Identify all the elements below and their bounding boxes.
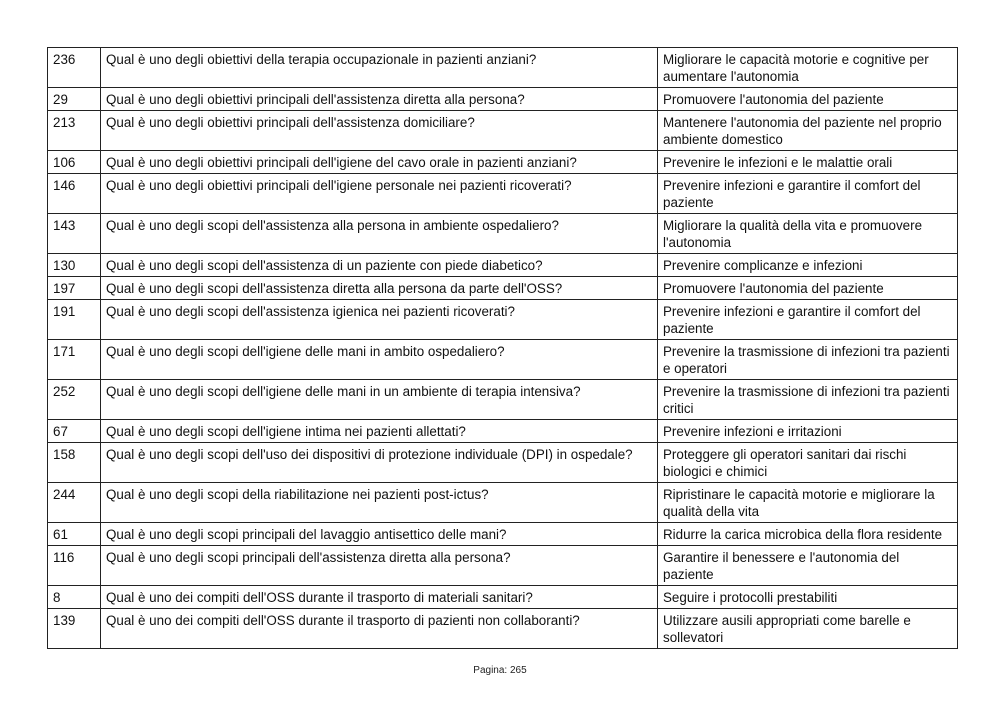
table-row bbox=[48, 151, 958, 174]
answer-text: Prevenire la trasmissione di infezioni tra pazienti critici bbox=[658, 380, 958, 420]
question-text: Qual è uno degli scopi dell'assistenza alla persona in ambiente ospedaliero? bbox=[101, 214, 658, 254]
question-text: Qual è uno degli scopi dell'igiene delle mani in un ambiente di terapia intensiva? bbox=[101, 380, 658, 420]
table-row bbox=[48, 111, 958, 151]
answer-text: Prevenire le infezioni e le malattie orali bbox=[658, 151, 958, 174]
question-text: Qual è uno dei compiti dell'OSS durante il trasporto di pazienti non collaboranti? bbox=[101, 609, 658, 649]
question-number: 106 bbox=[48, 151, 101, 174]
answer-text: Ridurre la carica microbica della flora residente bbox=[658, 523, 958, 546]
answer-text: Utilizzare ausili appropriati come barelle e sollevatori bbox=[658, 609, 958, 649]
question-answer-table bbox=[47, 47, 958, 649]
table-row bbox=[48, 174, 958, 214]
question-number: 61 bbox=[48, 523, 101, 546]
question-number: 197 bbox=[48, 277, 101, 300]
table-row bbox=[48, 300, 958, 340]
table-row bbox=[48, 609, 958, 649]
page-footer: Pagina: 265 bbox=[473, 665, 527, 676]
question-text: Qual è uno degli scopi principali dell'assistenza diretta alla persona? bbox=[101, 546, 658, 586]
question-number: 213 bbox=[48, 111, 101, 151]
question-text: Qual è uno degli scopi principali del lavaggio antisettico delle mani? bbox=[101, 523, 658, 546]
answer-text: Proteggere gli operatori sanitari dai rischi biologici e chimici bbox=[658, 443, 958, 483]
question-text: Qual è uno degli scopi dell'assistenza diretta alla persona da parte dell'OSS? bbox=[101, 277, 658, 300]
answer-text: Ripristinare le capacità motorie e migliorare la qualità della vita bbox=[658, 483, 958, 523]
answer-text: Prevenire infezioni e irritazioni bbox=[658, 420, 958, 443]
question-number: 29 bbox=[48, 88, 101, 111]
question-text: Qual è uno degli obiettivi principali dell'assistenza domiciliare? bbox=[101, 111, 658, 151]
table-row bbox=[48, 48, 958, 88]
question-text: Qual è uno degli scopi dell'assistenza igienica nei pazienti ricoverati? bbox=[101, 300, 658, 340]
answer-text: Mantenere l'autonomia del paziente nel proprio ambiente domestico bbox=[658, 111, 958, 151]
table-row bbox=[48, 586, 958, 609]
table-row bbox=[48, 88, 958, 111]
question-number: 191 bbox=[48, 300, 101, 340]
table-row bbox=[48, 277, 958, 300]
table-row bbox=[48, 340, 958, 380]
answer-text: Migliorare le capacità motorie e cognitive per aumentare l'autonomia bbox=[658, 48, 958, 88]
question-number: 252 bbox=[48, 380, 101, 420]
table-row bbox=[48, 214, 958, 254]
question-text: Qual è uno degli scopi della riabilitazione nei pazienti post-ictus? bbox=[101, 483, 658, 523]
question-number: 236 bbox=[48, 48, 101, 88]
question-text: Qual è uno degli obiettivi della terapia occupazionale in pazienti anziani? bbox=[101, 48, 658, 88]
question-number: 158 bbox=[48, 443, 101, 483]
table-row bbox=[48, 420, 958, 443]
question-number: 143 bbox=[48, 214, 101, 254]
answer-text: Garantire il benessere e l'autonomia del paziente bbox=[658, 546, 958, 586]
question-text: Qual è uno degli obiettivi principali dell'igiene personale nei pazienti ricoverati? bbox=[101, 174, 658, 214]
question-text: Qual è uno degli scopi dell'assistenza di un paziente con piede diabetico? bbox=[101, 254, 658, 277]
question-text: Qual è uno degli scopi dell'igiene intima nei pazienti allettati? bbox=[101, 420, 658, 443]
answer-text: Prevenire la trasmissione di infezioni tra pazienti e operatori bbox=[658, 340, 958, 380]
table-row bbox=[48, 483, 958, 523]
question-number: 130 bbox=[48, 254, 101, 277]
table-row bbox=[48, 546, 958, 586]
question-number: 8 bbox=[48, 586, 101, 609]
answer-text: Promuovere l'autonomia del paziente bbox=[658, 88, 958, 111]
question-number: 171 bbox=[48, 340, 101, 380]
answer-text: Seguire i protocolli prestabiliti bbox=[658, 586, 958, 609]
answer-text: Prevenire complicanze e infezioni bbox=[658, 254, 958, 277]
question-text: Qual è uno dei compiti dell'OSS durante il trasporto di materiali sanitari? bbox=[101, 586, 658, 609]
question-text: Qual è uno degli obiettivi principali dell'igiene del cavo orale in pazienti anziani? bbox=[101, 151, 658, 174]
answer-text: Prevenire infezioni e garantire il comfort del paziente bbox=[658, 300, 958, 340]
question-text: Qual è uno degli obiettivi principali dell'assistenza diretta alla persona? bbox=[101, 88, 658, 111]
answer-text: Prevenire infezioni e garantire il comfort del paziente bbox=[658, 174, 958, 214]
question-text: Qual è uno degli scopi dell'igiene delle mani in ambito ospedaliero? bbox=[101, 340, 658, 380]
question-number: 139 bbox=[48, 609, 101, 649]
question-number: 116 bbox=[48, 546, 101, 586]
answer-text: Migliorare la qualità della vita e promuovere l'autonomia bbox=[658, 214, 958, 254]
question-number: 67 bbox=[48, 420, 101, 443]
table-row bbox=[48, 380, 958, 420]
question-text: Qual è uno degli scopi dell'uso dei dispositivi di protezione individuale (DPI) in ospedale? bbox=[101, 443, 658, 483]
table-row bbox=[48, 443, 958, 483]
table-row bbox=[48, 254, 958, 277]
table-row bbox=[48, 523, 958, 546]
answer-text: Promuovere l'autonomia del paziente bbox=[658, 277, 958, 300]
question-number: 146 bbox=[48, 174, 101, 214]
table-body bbox=[48, 48, 958, 649]
question-number: 244 bbox=[48, 483, 101, 523]
